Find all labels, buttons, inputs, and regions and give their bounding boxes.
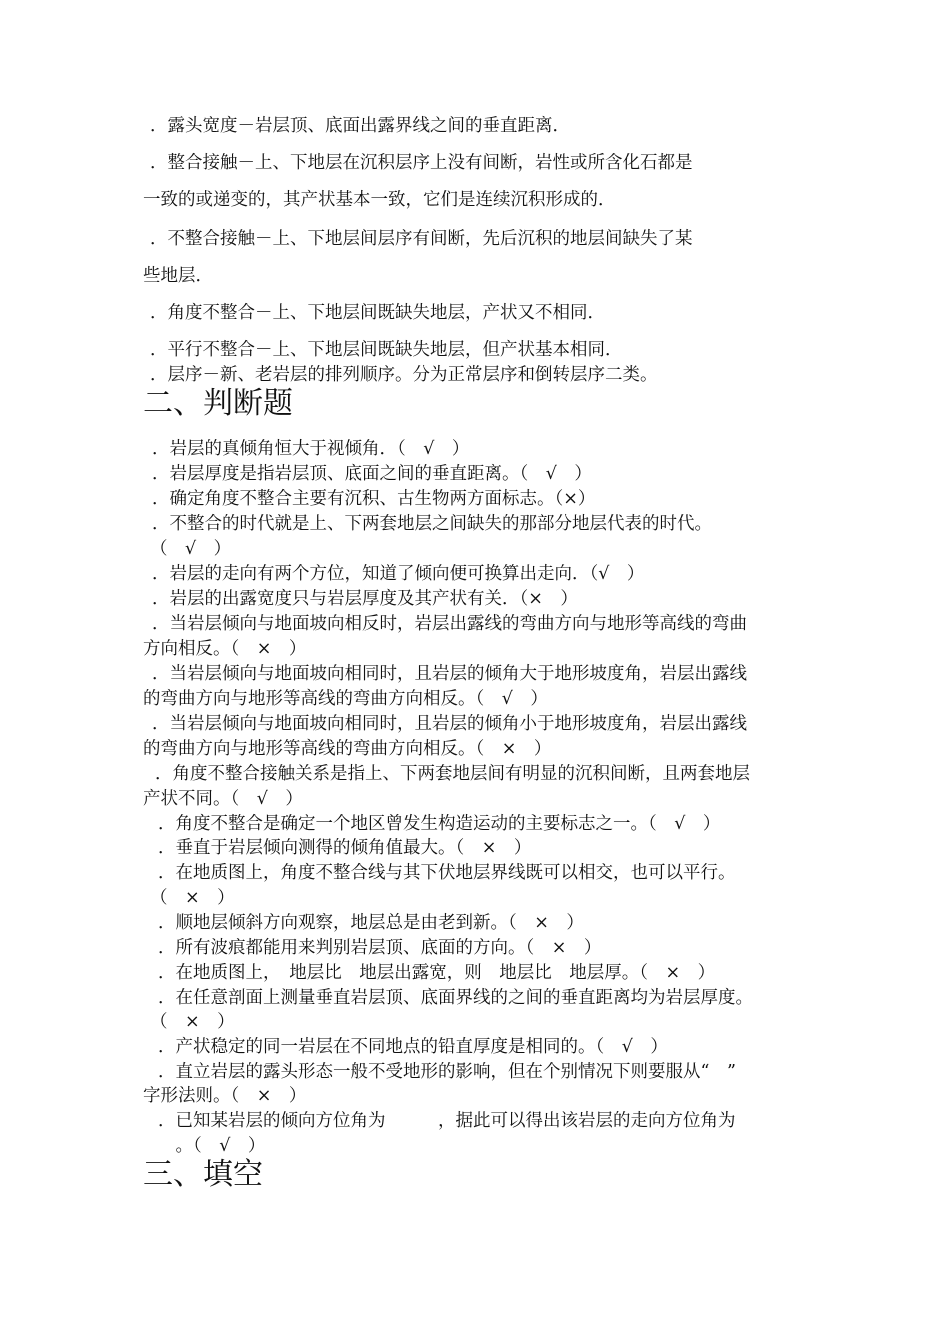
judgment-line: ．岩层厚度是指岩层顶、底面之间的垂直距离。（ √ ） bbox=[152, 464, 592, 484]
judgment-line: ．所有波痕都能用来判别岩层顶、底面的方向。（ × ） bbox=[158, 938, 602, 958]
judgment-line: ．当岩层倾向与地面坡向相反时，岩层出露线的弯曲方向与地形等高线的弯曲 bbox=[152, 614, 747, 634]
judgment-line: ．垂直于岩层倾向测得的倾角值最大。（ × ） bbox=[158, 838, 532, 858]
judgment-line: （ × ） bbox=[150, 1012, 235, 1032]
definition-line: 些地层． bbox=[143, 266, 213, 286]
definition-line: ．平行不整合－上、下地层间既缺失地层，但产状基本相同． bbox=[150, 340, 623, 360]
definition-line: 一致的或递变的，其产状基本一致，它们是连续沉积形成的． bbox=[143, 190, 616, 210]
judgment-line: 字形法则。（ × ） bbox=[143, 1086, 307, 1106]
judgment-line: ．岩层的出露宽度只与岩层厚度及其产状有关．（× ） bbox=[152, 589, 578, 609]
judgment-line: ．角度不整合是确定一个地区曾发生构造运动的主要标志之一。（ √ ） bbox=[158, 814, 721, 834]
judgment-line: ．确定角度不整合主要有沉积、古生物两方面标志。（×） bbox=[152, 489, 596, 509]
judgment-line: ．岩层的真倾角恒大于视倾角．（ √ ） bbox=[152, 439, 470, 459]
judgment-line: ．岩层的走向有两个方位，知道了倾向便可换算出走向．（√ ） bbox=[152, 564, 645, 584]
judgment-line: ．已知某岩层的倾向方位角为 ，据此可以得出该岩层的走向方位角为 bbox=[158, 1111, 736, 1131]
definition-line: ．整合接触－上、下地层在沉积层序上没有间断，岩性或所含化石都是 bbox=[150, 153, 693, 173]
judgment-line: ．当岩层倾向与地面坡向相同时，且岩层的倾角小于地形坡度角，岩层出露线 bbox=[152, 714, 747, 734]
judgment-line: ．在任意剖面上测量垂直岩层顶、底面界线的之间的垂直距离均为岩层厚度。 bbox=[158, 988, 753, 1008]
judgment-line: （ × ） bbox=[150, 888, 235, 908]
definition-line: ．层序－新、老岩层的排列顺序。分为正常层序和倒转层序二类。 bbox=[150, 365, 658, 385]
section-heading-fill-blank: 三、填空 bbox=[143, 1157, 263, 1192]
judgment-line: 的弯曲方向与地形等高线的弯曲方向相反。（ √ ） bbox=[143, 689, 548, 709]
judgment-line: ．不整合的时代就是上、下两套地层之间缺失的那部分地层代表的时代。 bbox=[152, 514, 712, 534]
judgment-line: ．产状稳定的同一岩层在不同地点的铅直厚度是相同的。（ √ ） bbox=[158, 1037, 668, 1057]
judgment-line: 的弯曲方向与地形等高线的弯曲方向相反。（ × ） bbox=[143, 739, 552, 759]
judgment-line: ．角度不整合接触关系是指上、下两套地层间有明显的沉积间断，且两套地层 bbox=[155, 764, 750, 784]
judgment-line: ．在地质图上， 地层比 地层出露宽，则 地层比 地层厚。（ × ） bbox=[158, 963, 716, 983]
judgment-line: ．在地质图上，角度不整合线与其下伏地层界线既可以相交，也可以平行。 bbox=[158, 863, 736, 883]
judgment-line: ．当岩层倾向与地面坡向相同时，且岩层的倾角大于地形坡度角，岩层出露线 bbox=[152, 664, 747, 684]
definition-line: ．露头宽度－岩层顶、底面出露界线之间的垂直距离． bbox=[150, 116, 570, 136]
judgment-line: （ √ ） bbox=[150, 539, 232, 559]
judgment-line: ．顺地层倾斜方向观察，地层总是由老到新。（ × ） bbox=[158, 913, 584, 933]
judgment-line: 产状不同。（ √ ） bbox=[143, 789, 303, 809]
judgment-line: 。（ √ ） bbox=[158, 1136, 266, 1156]
definition-line: ．角度不整合－上、下地层间既缺失地层，产状又不相同． bbox=[150, 303, 605, 323]
judgment-line: ．直立岩层的露头形态一般不受地形的影响，但在个别情况下则要服从“ ” bbox=[158, 1062, 736, 1082]
definition-line: ．不整合接触－上、下地层间层序有间断，先后沉积的地层间缺失了某 bbox=[150, 229, 693, 249]
judgment-line: 方向相反。（ × ） bbox=[143, 639, 307, 659]
section-heading-judgment: 二、判断题 bbox=[143, 386, 293, 421]
